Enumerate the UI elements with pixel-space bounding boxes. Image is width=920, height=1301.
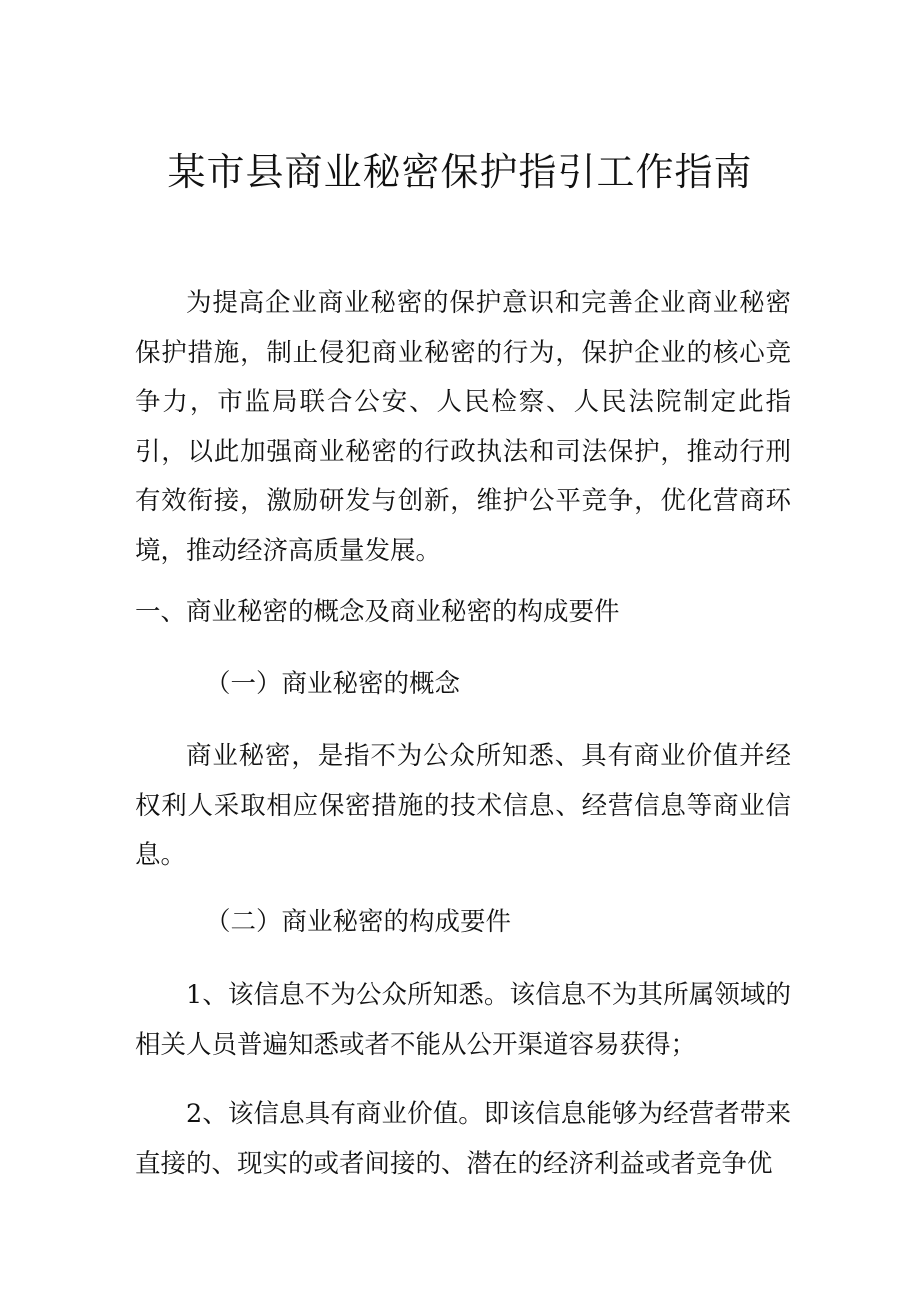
subsection-heading-1: （一）商业秘密的概念	[205, 669, 461, 699]
list-item-2: 2、该信息具有商业价值。即该信息能够为经营者带来直接的、现实的或者间接的、潜在的经济利益或者竞争优	[135, 1099, 791, 1179]
document-title: 某市县商业秘密保护指引工作指南	[167, 150, 753, 194]
subsection-heading-2: （二）商业秘密的构成要件	[205, 907, 512, 937]
list-item-1: 1、该信息不为公众所知悉。该信息不为其所属领域的相关人员普遍知悉或者不能从公开渠道容易获得；	[135, 980, 791, 1060]
intro-paragraph: 为提高企业商业秘密的保护意识和完善企业商业秘密保护措施，制止侵犯商业秘密的行为，保护企业的核心竞争力，市监局联合公安、人民检察、人民法院制定此指引，以此加强商业秘密的行政执法和司法保护，推动行刑有效衔接，激励研发与创新，维护公平竞争，优化营商环境，推动经济高质量发展。	[135, 288, 791, 566]
definition-paragraph: 商业秘密，是指不为公众所知悉、具有商业价值并经权利人采取相应保密措施的技术信息、经营信息等商业信息。	[135, 741, 791, 870]
section-heading-1: 一、商业秘密的概念及商业秘密的构成要件	[135, 597, 620, 627]
